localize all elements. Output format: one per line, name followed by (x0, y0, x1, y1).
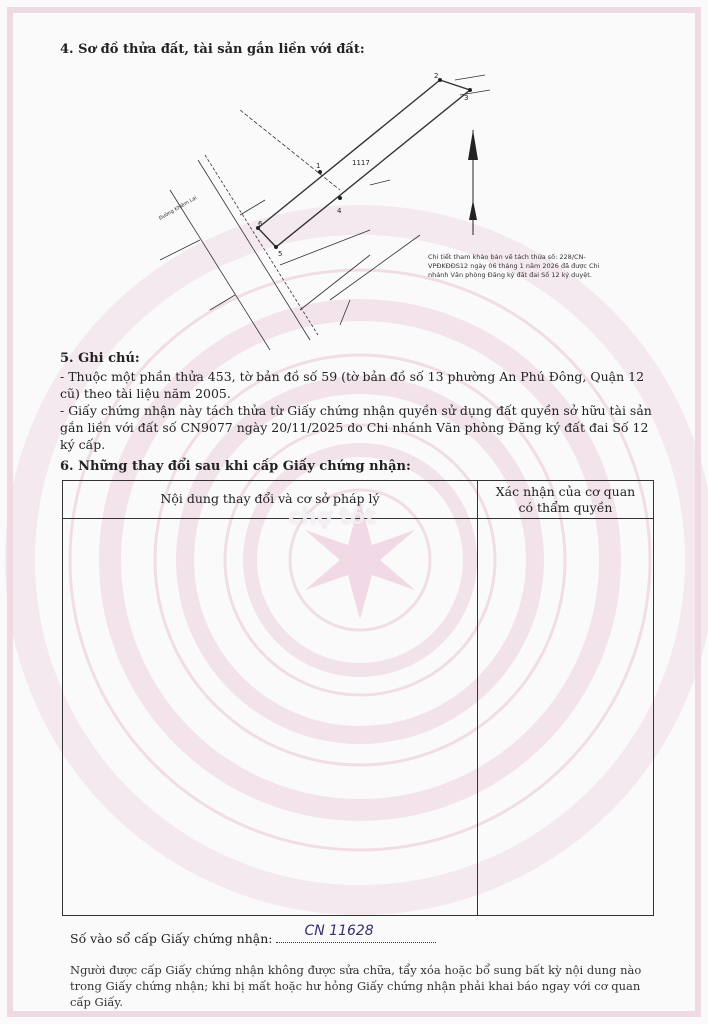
section4-title: 4. Sơ đồ thửa đất, tài sản gắn liền với đất: (60, 42, 365, 57)
north-arrow-icon (468, 130, 478, 235)
section5-title: 5. Ghi chú: (60, 351, 140, 366)
road-label: Đường Khiêm Lai (158, 195, 198, 222)
point-6: 6 (258, 220, 263, 228)
point-4: 4 (337, 207, 342, 215)
road-edge-left (170, 190, 270, 350)
diagram-reference-note: Chi tiết tham khảo bản vẽ tách thửa số: 228/CN-VPĐKĐĐS12 ngày 06 tháng 1 năm 2026 đã được Chi nhánh Văn phòng Đăng ký đất đai Số 12 ký duyệt. (428, 253, 600, 279)
note-line-2: - Giấy chứng nhận này tách thửa từ Giấy chứng nhận quyền sử dụng đất quyền sở hữu tài sản gắn liền với đất số CN9077 ngày 20/11/2025 do Chi nhánh Văn phòng Đăng ký đất đai Số 12 ký cấp. (60, 403, 652, 452)
registration-label: Số vào sổ cấp Giấy chứng nhận: (70, 931, 273, 946)
table-body-content (63, 519, 478, 915)
note-line-1: - Thuộc một phần thửa 453, tờ bản đồ số 59 (tờ bản đồ số 13 phường An Phú Đông, Quận 12 cũ) theo tài liệu năm 2005. (60, 369, 645, 401)
watermark: chợ tốt (288, 505, 376, 530)
point-2: 2 (434, 72, 439, 80)
changes-table (62, 480, 654, 916)
land-parcel-diagram (140, 60, 500, 350)
registration-line (70, 923, 436, 946)
table-header-content: Nội dung thay đổi và cơ sở pháp lý (63, 481, 478, 519)
confirmation-line-2: có thẩm quyền (518, 500, 613, 515)
registration-number: CN 11628 (304, 923, 374, 939)
point-1: 1 (316, 162, 321, 170)
road-edge-right (198, 160, 310, 340)
parcel-number: 1117 (352, 159, 370, 167)
point-5: 5 (278, 250, 283, 258)
table-header-confirmation (478, 481, 653, 519)
footer-warning: Người được cấp Giấy chứng nhận không được sửa chữa, tẩy xóa hoặc bổ sung bất kỳ nội dung nào trong Giấy chứng nhận; khi bị mất hoặc hư hỏng Giấy chứng nhận phải khai báo ngay với cơ quan cấp Giấy. (70, 963, 642, 1009)
registration-dots (276, 923, 436, 943)
section6-title: 6. Những thay đổi sau khi cấp Giấy chứng nhận: (60, 459, 411, 474)
point-3: 3 (464, 94, 469, 102)
confirmation-line-1: Xác nhận của cơ quan (495, 484, 636, 499)
